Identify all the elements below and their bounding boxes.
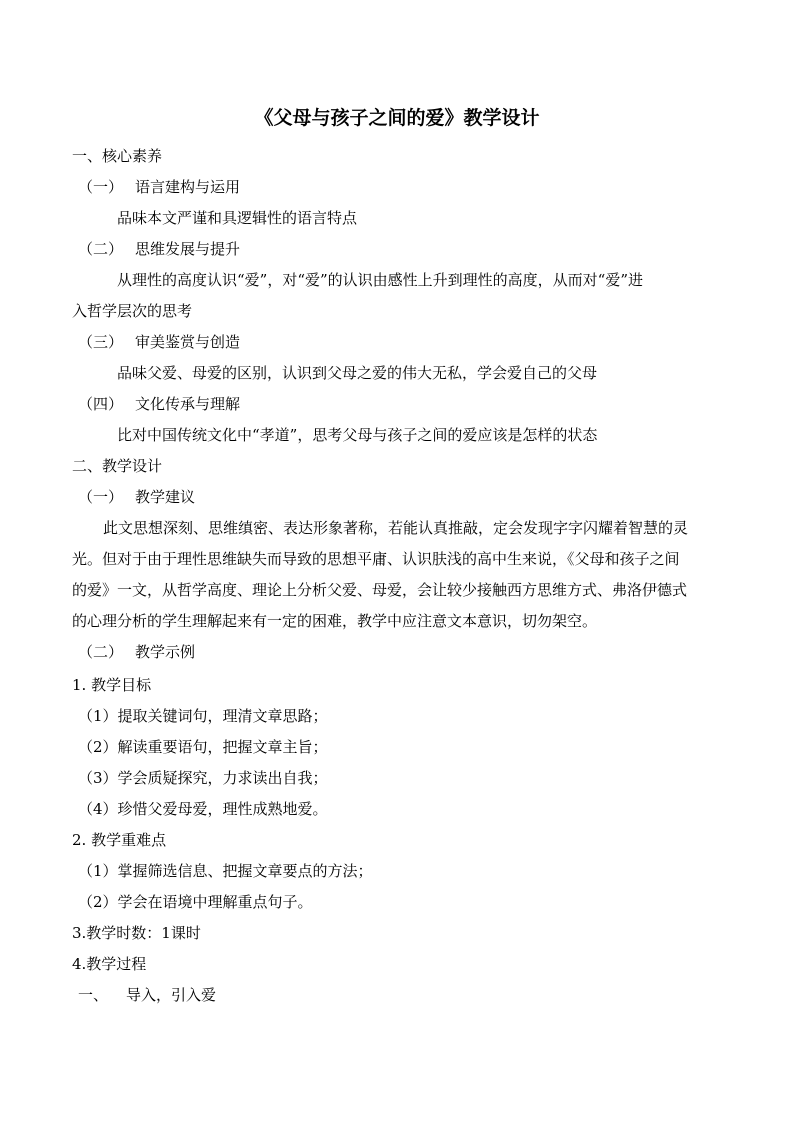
paragraph-line: 比对中国传统文化中“孝道”，思考父母与孩子之间的爱应该是怎样的状态: [117, 426, 598, 444]
paragraph-line: 品味本文严谨和具逻辑性的语言特点: [117, 209, 358, 227]
section-heading-core-literacy: 一、核心素养: [72, 147, 163, 165]
list-item: （1）掌握筛选信息、把握文章要点的方法；: [78, 862, 373, 880]
subheading-suggestions: （一） 教学建议: [78, 488, 196, 506]
subheading-language: （一） 语言建构与运用: [78, 178, 241, 196]
section-heading-teaching-design: 二、教学设计: [72, 457, 163, 475]
item-heading-process: 4.教学过程: [72, 955, 147, 973]
paragraph-line: 品味父爱、母爱的区别，认识到父母之爱的伟大无私，学会爱自己的父母: [117, 364, 598, 382]
list-item: （4）珍惜父爱母爱，理性成熟地爱。: [78, 800, 328, 818]
document-title: 《父母与孩子之间的爱》教学设计: [254, 107, 540, 129]
paragraph-line: 此文思想深刻、思维缜密、表达形象著称，若能认真推敲，定会发现字字闪耀着智慧的灵: [103, 519, 689, 537]
paragraph-line: 的心理分析的学生理解起来有一定的困难，教学中应注意文本意识，切勿架空。: [72, 612, 598, 630]
paragraph-line: 入哲学层次的思考: [72, 302, 193, 320]
subheading-aesthetics: （三） 审美鉴赏与创造: [78, 333, 241, 351]
list-item: （3）学会质疑探究，力求读出自我；: [78, 769, 328, 787]
item-heading-objectives: 1. 教学目标: [72, 676, 152, 694]
subheading-example: （二） 教学示例: [78, 643, 196, 661]
paragraph-line: 从理性的高度认识“爱”，对“爱”的认识由感性上升到理性的高度，从而对“爱”进: [117, 271, 644, 289]
process-step-heading: 一、 导入，引入爱: [78, 986, 217, 1004]
paragraph-line: 光。但对于由于理性思维缺失而导致的思想平庸、认识肤浅的高中生来说，《父母和孩子之间: [72, 550, 680, 568]
item-heading-hours: 3.教学时数：1课时: [72, 924, 201, 942]
item-heading-key-points: 2. 教学重难点: [72, 831, 167, 849]
subheading-thinking: （二） 思维发展与提升: [78, 240, 241, 258]
list-item: （2）学会在语境中理解重点句子。: [78, 893, 313, 911]
subheading-culture: （四） 文化传承与理解: [78, 395, 241, 413]
paragraph-line: 的爱》一文，从哲学高度、理论上分析父爱、母爱，会让较少接触西方思维方式、弗洛伊德式: [72, 581, 688, 599]
list-item: （2）解读重要语句，把握文章主旨；: [78, 738, 328, 756]
list-item: （1）提取关键词句，理清文章思路；: [78, 707, 328, 725]
